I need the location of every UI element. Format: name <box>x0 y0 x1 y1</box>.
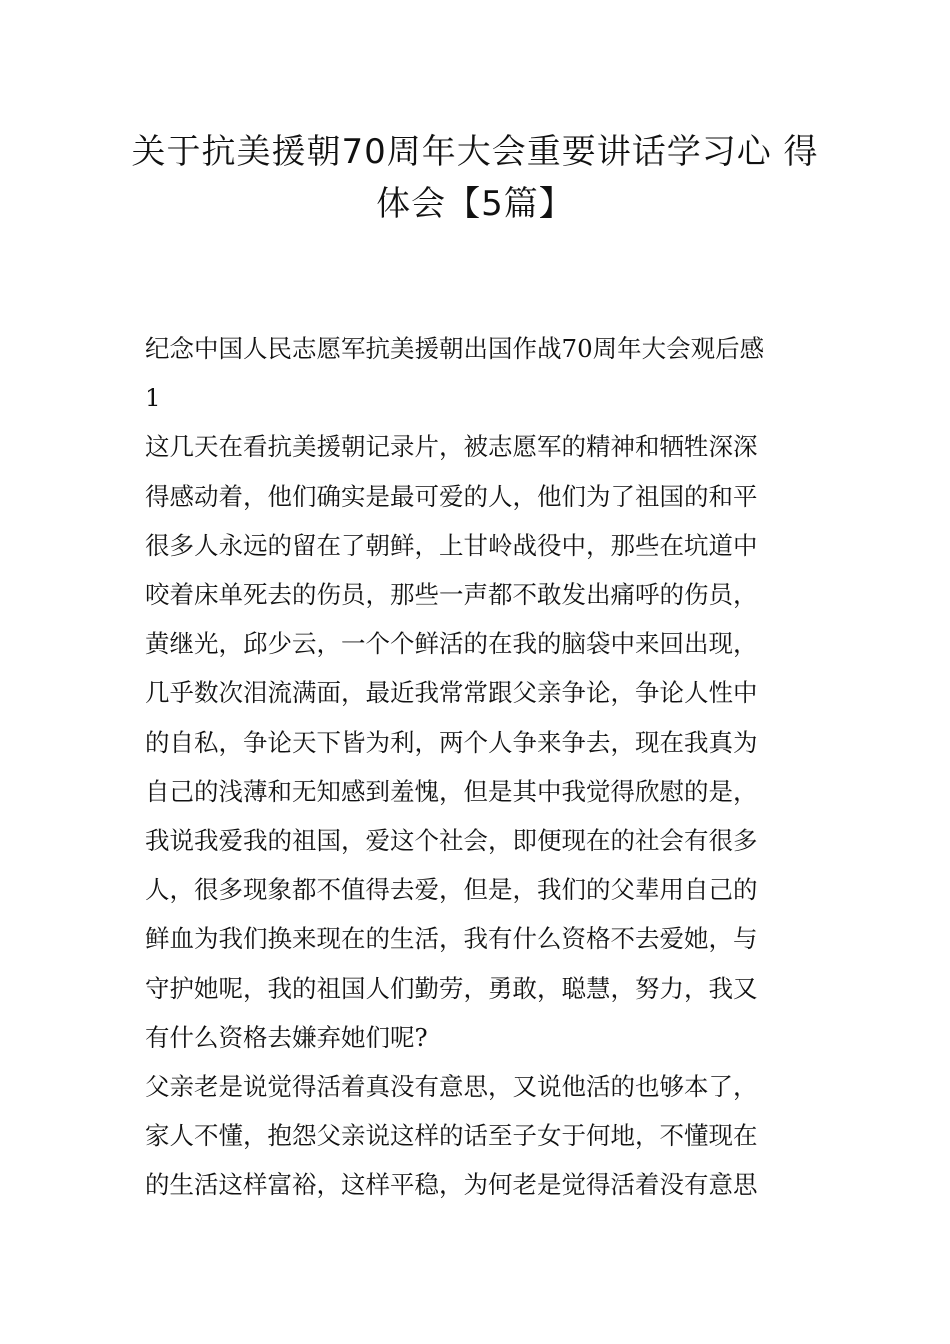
paragraph-line: 人，很多现象都不值得去爱，但是，我们的父辈用自己的 <box>145 875 758 905</box>
paragraph-line: 自己的浅薄和无知感到羞愧，但是其中我觉得欣慰的是， <box>145 776 758 806</box>
paragraph-2 <box>145 1062 810 1210</box>
paragraph-line: 的自私，争论天下皆为利，两个人争来争去，现在我真为 <box>145 727 758 757</box>
title-line: 得体会【5篇】 <box>376 132 819 224</box>
subheading-line: 纪念中国人民志愿军抗美援朝出国作战70周年大会观后感 <box>145 334 765 363</box>
paragraph-line: 家人不懂，抱怨父亲说这样的话至子女于何地，不懂现在 <box>145 1121 758 1151</box>
document-title <box>130 126 820 230</box>
paragraph-line: 黄继光，邱少云，一个个鲜活的在我的脑袋中来回出现， <box>145 629 758 659</box>
paragraph-line: 守护她呢，我的祖国人们勤劳，勇敢，聪慧，努力，我又 <box>145 973 758 1003</box>
paragraph-line: 父亲老是说觉得活着真没有意思，又说他活的也够本了， <box>145 1072 758 1102</box>
paragraph-1 <box>145 422 810 1062</box>
paragraph-line: 鲜血为我们换来现在的生活，我有什么资格不去爱她，与 <box>145 924 758 954</box>
paragraph-line: 有什么资格去嫌弃她们呢? <box>145 1022 428 1052</box>
document-body <box>145 324 810 1210</box>
subheading-line: 1 <box>145 383 161 413</box>
subheading <box>145 324 810 422</box>
paragraph-line: 得感动着，他们确实是最可爱的人，他们为了祖国的和平 <box>145 481 758 511</box>
paragraph-line: 的生活这样富裕，这样平稳，为何老是觉得活着没有意思 <box>145 1170 758 1200</box>
title-line: 关于抗美援朝70周年大会重要讲话学习心 <box>131 132 772 172</box>
paragraph-line: 这几天在看抗美援朝记录片，被志愿军的精神和牺牲深深 <box>145 432 758 462</box>
paragraph-line: 我说我爱我的祖国，爱这个社会，即便现在的社会有很多 <box>145 826 758 856</box>
paragraph-line: 几乎数次泪流满面，最近我常常跟父亲争论，争论人性中 <box>145 678 758 708</box>
paragraph-line: 很多人永远的留在了朝鲜，上甘岭战役中，那些在坑道中 <box>145 530 758 560</box>
paragraph-line: 咬着床单死去的伤员，那些一声都不敢发出痛呼的伤员， <box>145 580 758 610</box>
